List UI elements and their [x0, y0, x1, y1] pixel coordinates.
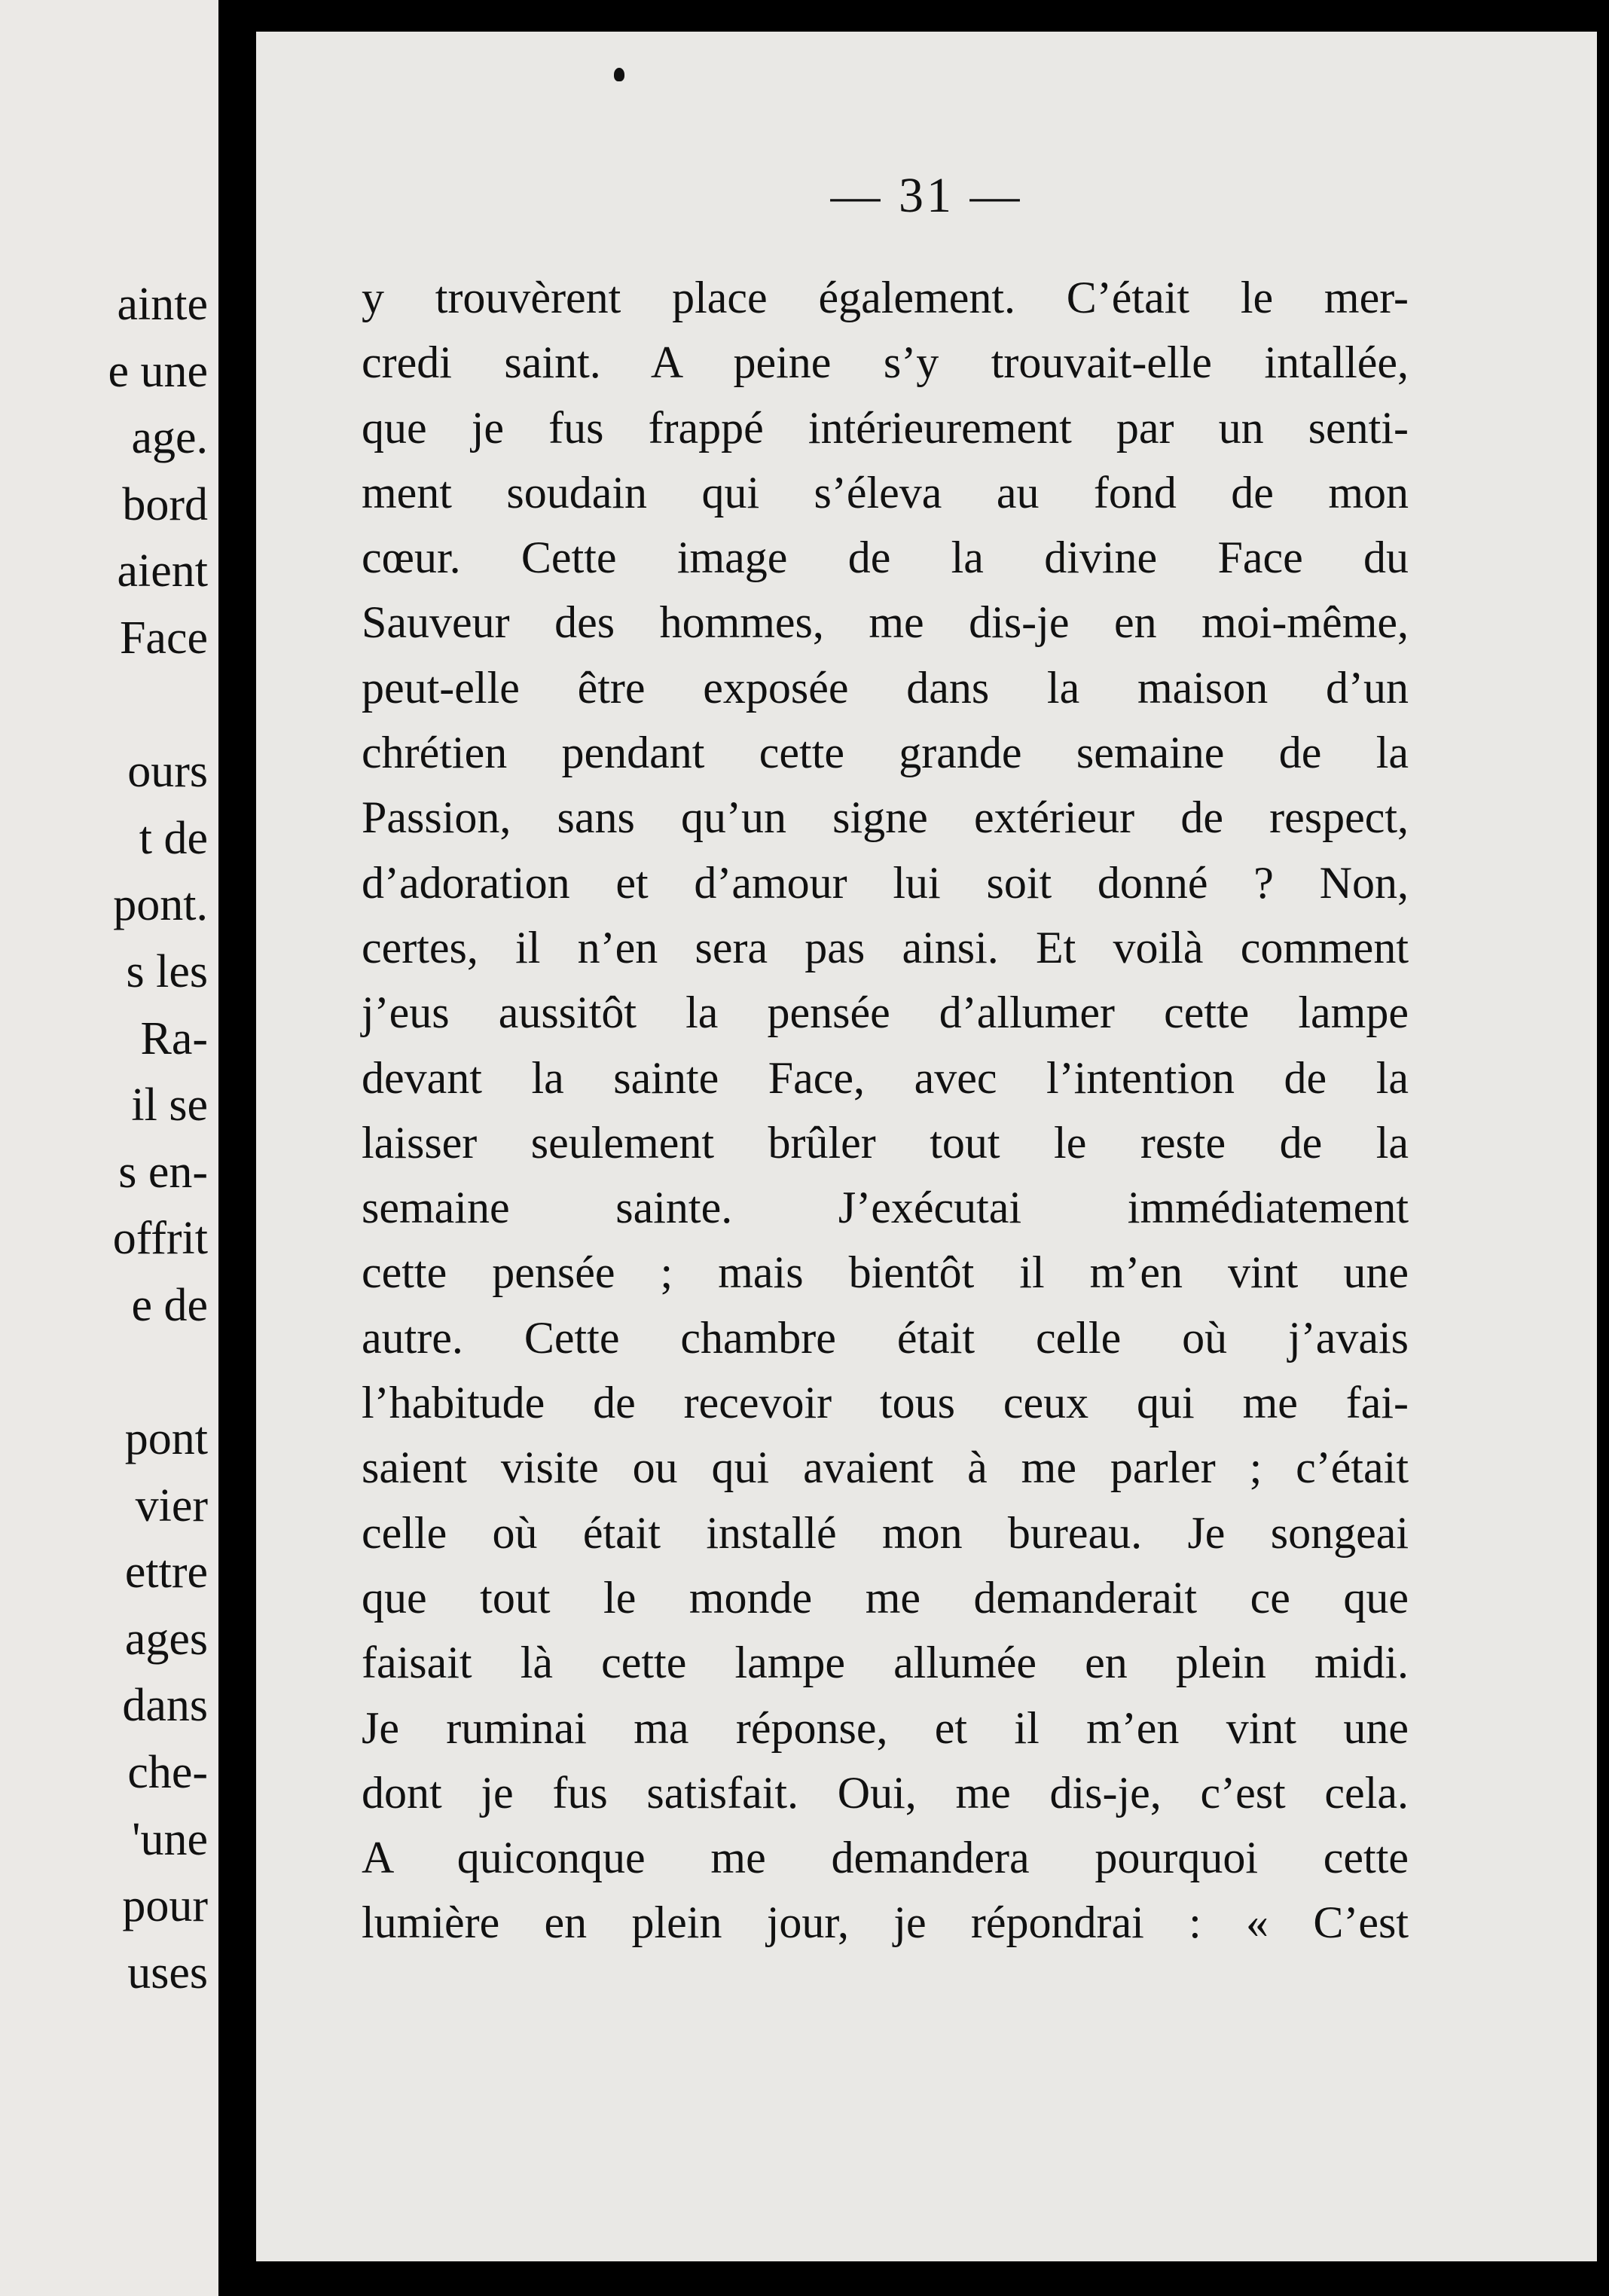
text-line: semaine sainte. J’exécutai immédiatement: [362, 1183, 1409, 1233]
right-page: [256, 32, 1597, 2261]
text-line: devant la sainte Face, avec l’intention de la: [362, 1052, 1409, 1103]
text-line: faisait là cette lampe allumée en plein midi.: [362, 1638, 1409, 1688]
left-line: che-: [127, 1747, 208, 1799]
text-line: y trouvèrent place également. C’était le mer-: [362, 273, 1409, 322]
left-line: Ra-: [140, 1012, 208, 1064]
text-line: saient visite ou qui avaient à me parler ; c’était: [362, 1443, 1409, 1493]
left-line: s les: [126, 945, 208, 997]
left-line: ainte: [117, 279, 208, 330]
left-page-fragment: [0, 0, 218, 2296]
left-line: offrit: [112, 1213, 208, 1265]
left-line: s en-: [118, 1146, 208, 1198]
ink-speck: [614, 68, 624, 81]
left-line: bord: [122, 478, 208, 530]
left-line: il se: [131, 1079, 208, 1131]
text-line: Sauveur des hommes, me dis-je en moi-même,: [362, 597, 1409, 648]
left-line: dans: [122, 1680, 208, 1732]
text-line: j’eus aussitôt la pensée d’allumer cette lampe: [362, 988, 1409, 1038]
left-line: ours: [127, 746, 208, 798]
left-line: Face: [119, 612, 208, 664]
page-number: — 31 —: [830, 168, 1023, 223]
left-line: [108, 1339, 208, 1406]
text-line: certes, il n’en sera pas ainsi. Et voilà comment: [362, 922, 1409, 972]
left-line: pour: [122, 1880, 208, 1932]
text-line: Je ruminai ma réponse, et il m’en vint une: [362, 1702, 1409, 1753]
left-line: vier: [135, 1479, 208, 1531]
left-line: pont: [124, 1413, 208, 1465]
left-line: uses: [127, 1946, 208, 1998]
left-page-lines: [108, 271, 208, 2006]
left-line: ages: [124, 1613, 208, 1665]
text-line: cette pensée ; mais bientôt il m’en vint une: [362, 1247, 1409, 1298]
text-line: celle où était installé mon bureau. Je songeai: [362, 1507, 1409, 1558]
text-line: que je fus frappé intérieurement par un senti-: [362, 402, 1409, 453]
left-line: e de: [131, 1279, 208, 1331]
text-line: d’adoration et d’amour lui soit donné ? Non,: [362, 857, 1409, 908]
text-line: que tout le monde me demanderait ce que: [362, 1572, 1409, 1623]
left-line: age.: [131, 412, 208, 464]
text-line: credi saint. A peine s’y trouvait-elle intallée,: [362, 337, 1409, 388]
text-line: dont je fus satisfait. Oui, me dis-je, c’est cela.: [362, 1767, 1409, 1818]
text-line: peut-elle être exposée dans la maison d’un: [362, 662, 1409, 713]
text-line: laisser seulement brûler tout le reste de la: [362, 1117, 1409, 1168]
text-line: cœur. Cette image de la divine Face du: [362, 533, 1409, 583]
left-line: [108, 672, 208, 739]
left-line: 'une: [132, 1813, 208, 1865]
left-line: t de: [139, 812, 208, 864]
left-line: e une: [108, 345, 208, 397]
body-text: [362, 265, 1409, 1956]
text-line: lumière en plein jour, je répondrai : « C’est: [362, 1898, 1409, 1948]
text-line: ment soudain qui s’éleva au fond de mon: [362, 467, 1409, 518]
left-line: aient: [117, 545, 208, 597]
text-line: l’habitude de recevoir tous ceux qui me fai-: [362, 1378, 1409, 1428]
left-line: ettre: [124, 1546, 208, 1598]
text-line: A quiconque me demandera pourquoi cette: [362, 1833, 1409, 1883]
text-line: autre. Cette chambre était celle où j’avais: [362, 1312, 1409, 1363]
text-line: Passion, sans qu’un signe extérieur de respect,: [362, 792, 1409, 843]
text-line: chrétien pendant cette grande semaine de la: [362, 728, 1409, 778]
left-line: pont.: [113, 879, 208, 931]
